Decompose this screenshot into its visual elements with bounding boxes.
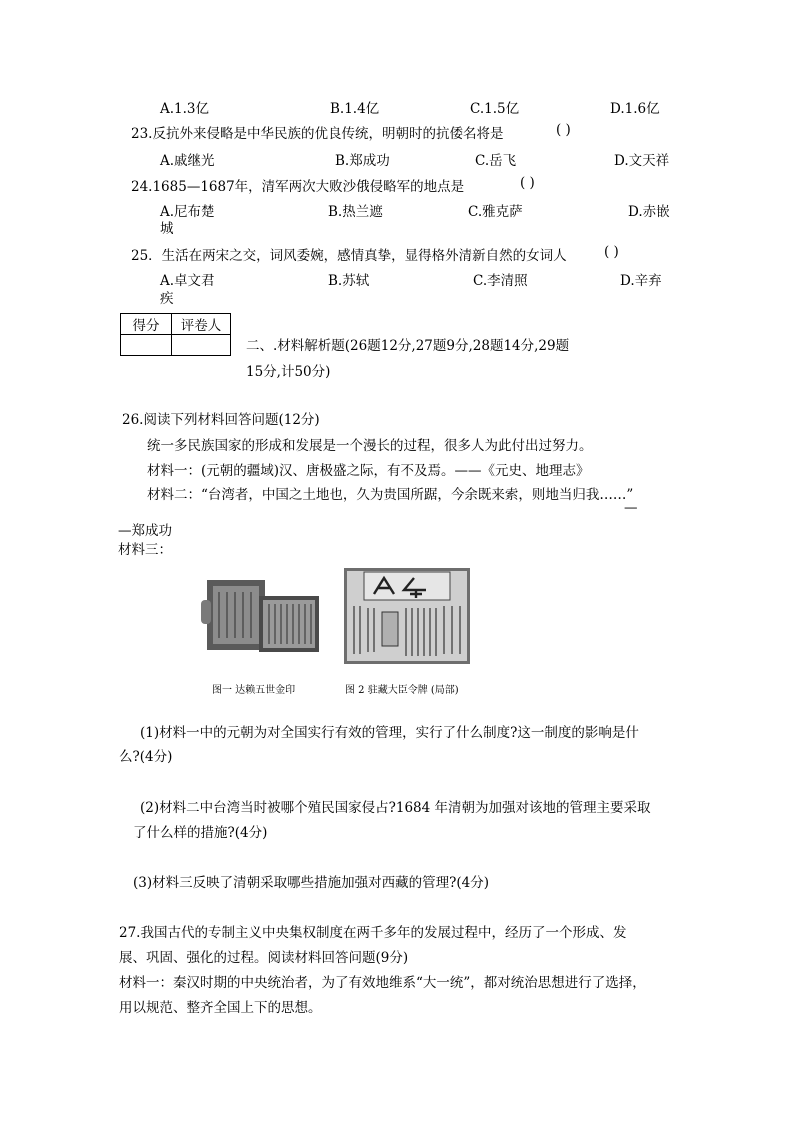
q26-sub3: (3)材料三反映了清朝采取哪些措施加强对西藏的管理?(4分) (133, 875, 489, 891)
q24-option-a: A.尼布楚 (160, 204, 215, 220)
section2-heading: 二、.材料解析题(26题12分,27题9分,28题14分,29题 (246, 338, 570, 354)
q23-option-d: D.文天祥 (614, 153, 670, 169)
q25-option-wrap: 疾 (160, 291, 174, 307)
figure1-golden-seal-image (197, 572, 325, 658)
q26-material2-dash: — (624, 500, 638, 516)
q22-option-a: A.1.3亿 (160, 101, 210, 117)
q23-option-c: C.岳飞 (475, 153, 517, 169)
q25-stem: 25．生活在两宋之交，词风委婉，感情真挚，显得格外清新自然的女词人 (131, 248, 567, 264)
q24-stem: 24.1685—1687年，清军两次大败沙俄侵略军的地点是 (131, 179, 465, 195)
q22-option-d: D.1.6亿 (610, 101, 660, 117)
q24-option-wrap: 城 (160, 221, 174, 237)
grader-cell[interactable] (172, 335, 231, 356)
q26-sub1-line1: (1)材料一中的元朝为对全国实行有效的管理，实行了什么制度?这一制度的影响是什 (140, 725, 639, 741)
q24-option-b: B.热兰遮 (328, 204, 383, 220)
q23-option-a: A.戚继光 (160, 153, 215, 169)
figure1-caption: 图一 达赖五世金印 (212, 685, 296, 696)
grader-header: 评卷人 (172, 314, 231, 335)
figure2-caption: 图 2 驻藏大臣令牌 (局部) (345, 685, 459, 696)
q27-material1-line2: 用以规范、整齐全国上下的思想。 (119, 1000, 322, 1016)
q25-option-c: C.李清照 (473, 273, 528, 289)
q25-option-b: B.苏轼 (328, 273, 370, 289)
q27-line2: 展、巩固、强化的过程。阅读材料回答问题(9分) (119, 950, 409, 966)
q26-title: 26.阅读下列材料回答问题(12分) (122, 412, 320, 428)
q27-line1: 27.我国古代的专制主义中央集权制度在两千多年的发展过程中，经历了一个形成、发 (119, 925, 627, 941)
q26-intro: 统一多民族国家的形成和发展是一个漫长的过程，很多人为此付出过努力。 (147, 438, 593, 454)
q26-material2: 材料二：“台湾者，中国之土地也，久为贵国所踞，今余既来索，则地当归我……” (147, 487, 634, 503)
q26-material1: 材料一：(元朝的疆域)汉、唐极盛之际，有不及焉。——《元史、地理志》 (147, 463, 590, 479)
score-cell[interactable] (121, 335, 172, 356)
q23-answer-paren: ( ) (556, 122, 571, 138)
q27-material1-line1: 材料一：秦汉时期的中央统治者，为了有效地维系“大一统”，都对统治思想进行了选择， (119, 975, 646, 991)
q23-stem: 23.反抗外来侵略是中华民族的优良传统，明朝时的抗倭名将是 (131, 126, 504, 142)
q24-answer-paren: ( ) (520, 175, 535, 191)
q22-option-c: C.1.5亿 (470, 101, 520, 117)
q26-material2-attribution: —郑成功 (118, 523, 172, 539)
section2-heading-cont: 15分,计50分) (246, 364, 331, 380)
q23-option-b: B.郑成功 (335, 153, 390, 169)
q24-option-c: C.雅克萨 (468, 204, 523, 220)
q25-option-d: D.辛弃 (620, 273, 662, 289)
q26-sub2-line2: 了什么样的措施?(4分) (133, 825, 268, 841)
q24-option-d: D.赤嵌 (628, 204, 670, 220)
q25-answer-paren: ( ) (604, 244, 619, 260)
seal-photo-icon (197, 572, 325, 658)
q22-option-b: B.1.4亿 (330, 101, 380, 117)
plaque-photo-icon (344, 568, 470, 664)
q25-option-a: A.卓文君 (160, 273, 215, 289)
figure2-token-plaque-image (344, 568, 470, 664)
q26-sub1-line2: 么?(4分) (119, 749, 173, 765)
score-table (120, 313, 231, 356)
q26-material3: 材料三： (118, 542, 172, 558)
score-header: 得分 (121, 314, 172, 335)
q26-sub2-line1: (2)材料二中台湾当时被哪个殖民国家侵占?1684 年清朝为加强对该地的管理主要采取 (140, 800, 651, 816)
